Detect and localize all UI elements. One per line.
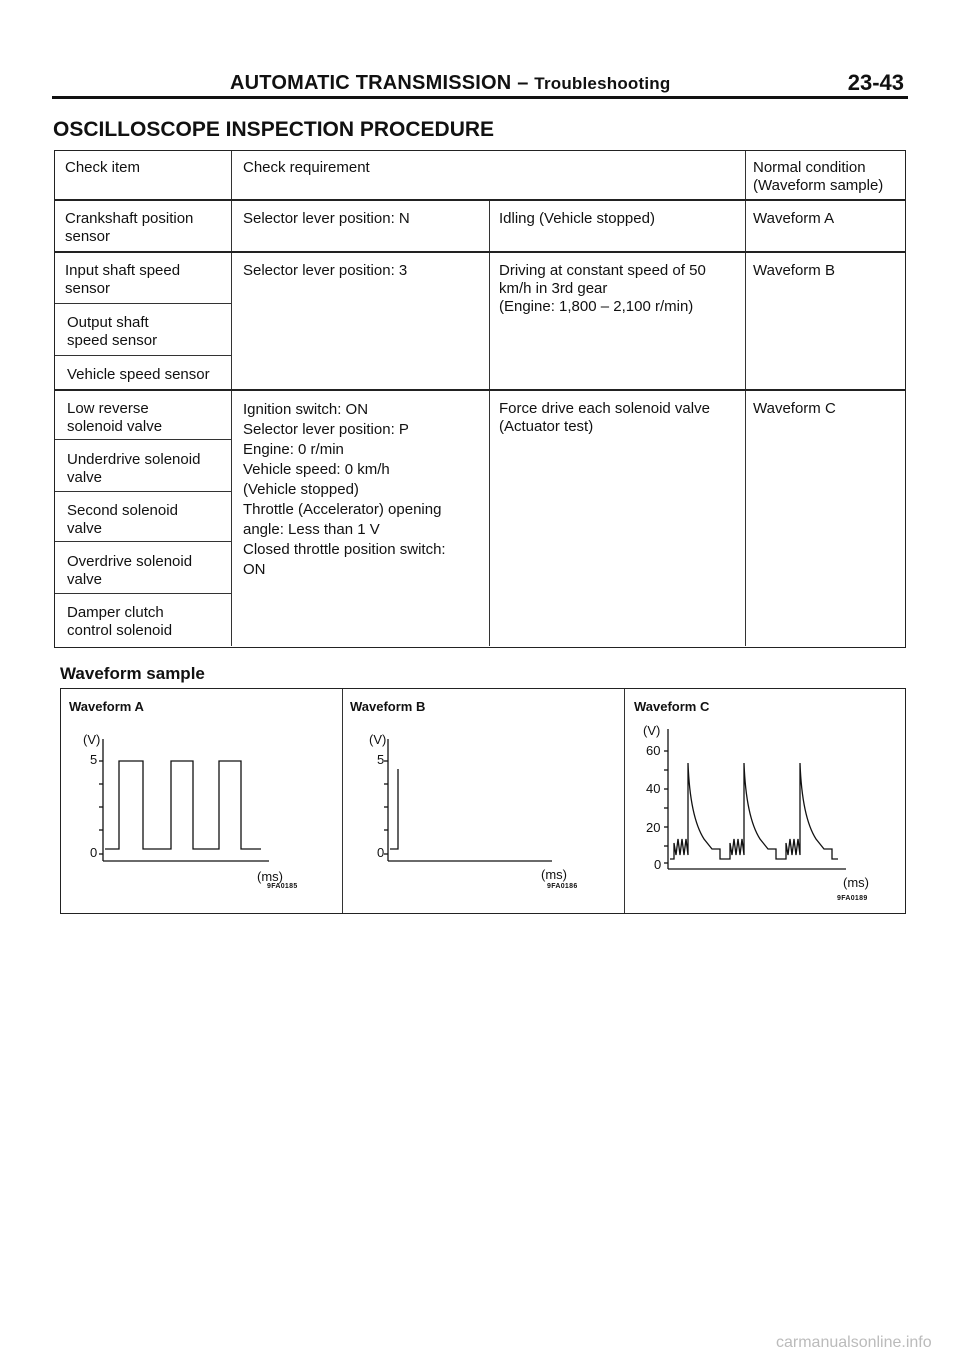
- requirement-group-1: Selector lever position: N: [243, 210, 410, 227]
- waveform-b-y-unit: (V): [369, 732, 387, 747]
- waveform-a-title: Waveform A: [69, 699, 144, 714]
- normal-group-1: Waveform A: [753, 210, 835, 227]
- waveform-b-title: Waveform B: [350, 699, 426, 714]
- waveform-c-trace: [670, 763, 838, 859]
- waveform-c-y-tick-60: 60: [646, 743, 661, 758]
- page-title: OSCILLOSCOPE INSPECTION PROCEDURE: [53, 118, 495, 141]
- section-title: AUTOMATIC TRANSMISSION: [230, 72, 512, 94]
- row-divider: [55, 593, 231, 594]
- requirement-group-3: Ignition switch: ON Selector lever position: P Engine: 0 r/min Vehicle speed: 0 km/h (Vehicle stopped) Throttle (Accelerator) opening angle: Less than 1 V Closed throttle position switch: ON: [243, 401, 446, 578]
- item-vehicle-speed: Vehicle speed sensor: [67, 366, 210, 383]
- waveform-a-x-unit: (ms): [257, 869, 283, 884]
- row-divider: [55, 439, 231, 440]
- waveform-c-y-unit: (V): [643, 723, 661, 738]
- waveform-panel: [60, 688, 906, 914]
- col-divider: [489, 199, 490, 646]
- item-damper-clutch: Damper clutch control solenoid: [67, 604, 173, 639]
- header-check-item: Check item: [65, 159, 141, 176]
- waveform-a-y-tick-5: 5: [90, 752, 98, 767]
- col-divider: [231, 151, 232, 646]
- item-output-shaft: Output shaft speed sensor: [67, 314, 158, 349]
- waveform-c-y-tick-20: 20: [646, 820, 661, 835]
- row-divider: [55, 355, 231, 356]
- waveform-c-y-tick-0: 0: [654, 857, 662, 872]
- watermark: carmanualsonline.info: [776, 1334, 932, 1351]
- waveform-c-y-tick-40: 40: [646, 781, 661, 796]
- waveform-b-trace: [390, 769, 398, 849]
- item-input-shaft: Input shaft speed sensor: [65, 262, 181, 297]
- waveform-a-code: 9FA0185: [267, 883, 298, 890]
- row-divider: [55, 251, 905, 253]
- row-divider: [55, 199, 905, 201]
- header-rule: [52, 96, 908, 99]
- header-normal-condition: Normal condition (Waveform sample): [753, 159, 884, 194]
- normal-group-2: Waveform B: [753, 262, 835, 279]
- waveform-c-x-unit: (ms): [843, 875, 869, 890]
- waveform-a-y-unit: (V): [83, 732, 101, 747]
- header-check-requirement: Check requirement: [243, 159, 370, 176]
- condition-group-1: Idling (Vehicle stopped): [499, 210, 655, 227]
- header-dash: –: [517, 72, 529, 94]
- item-low-reverse: Low reverse solenoid valve: [67, 400, 163, 435]
- waveform-a-plot: [61, 689, 341, 913]
- waveform-a-trace: [105, 761, 261, 849]
- waveform-section-title: Waveform sample: [60, 664, 205, 683]
- condition-group-3: Force drive each solenoid valve (Actuator test): [499, 400, 710, 435]
- waveform-b-plot: [342, 689, 622, 913]
- subsection-title: Troubleshooting: [534, 74, 671, 93]
- row-divider: [55, 541, 231, 542]
- row-divider: [55, 389, 905, 391]
- waveform-b-code: 9FA0186: [547, 883, 578, 890]
- row-divider: [55, 491, 231, 492]
- page-number: 23-43: [847, 70, 904, 95]
- waveform-a-y-tick-0: 0: [90, 845, 98, 860]
- item-second: Second solenoid valve: [67, 502, 178, 537]
- header-title: [230, 72, 670, 95]
- col-divider: [745, 151, 746, 646]
- inspection-table: [54, 150, 906, 648]
- waveform-c-plot: [624, 689, 904, 913]
- waveform-c-code: 9FA0189: [837, 895, 868, 902]
- waveform-b-y-tick-5: 5: [377, 752, 385, 767]
- row-divider: [55, 303, 231, 304]
- waveform-c-title: Waveform C: [634, 699, 710, 714]
- requirement-group-2: Selector lever position: 3: [243, 262, 408, 279]
- waveform-b-x-unit: (ms): [541, 867, 567, 882]
- item-underdrive: Underdrive solenoid valve: [67, 451, 201, 486]
- item-overdrive: Overdrive solenoid valve: [67, 553, 193, 588]
- waveform-b-y-tick-0: 0: [377, 845, 385, 860]
- item-crankshaft: Crankshaft position sensor: [65, 210, 194, 245]
- condition-group-2: Driving at constant speed of 50 km/h in 3rd gear (Engine: 1,800 – 2,100 r/min): [499, 262, 706, 315]
- normal-group-3: Waveform C: [753, 400, 836, 417]
